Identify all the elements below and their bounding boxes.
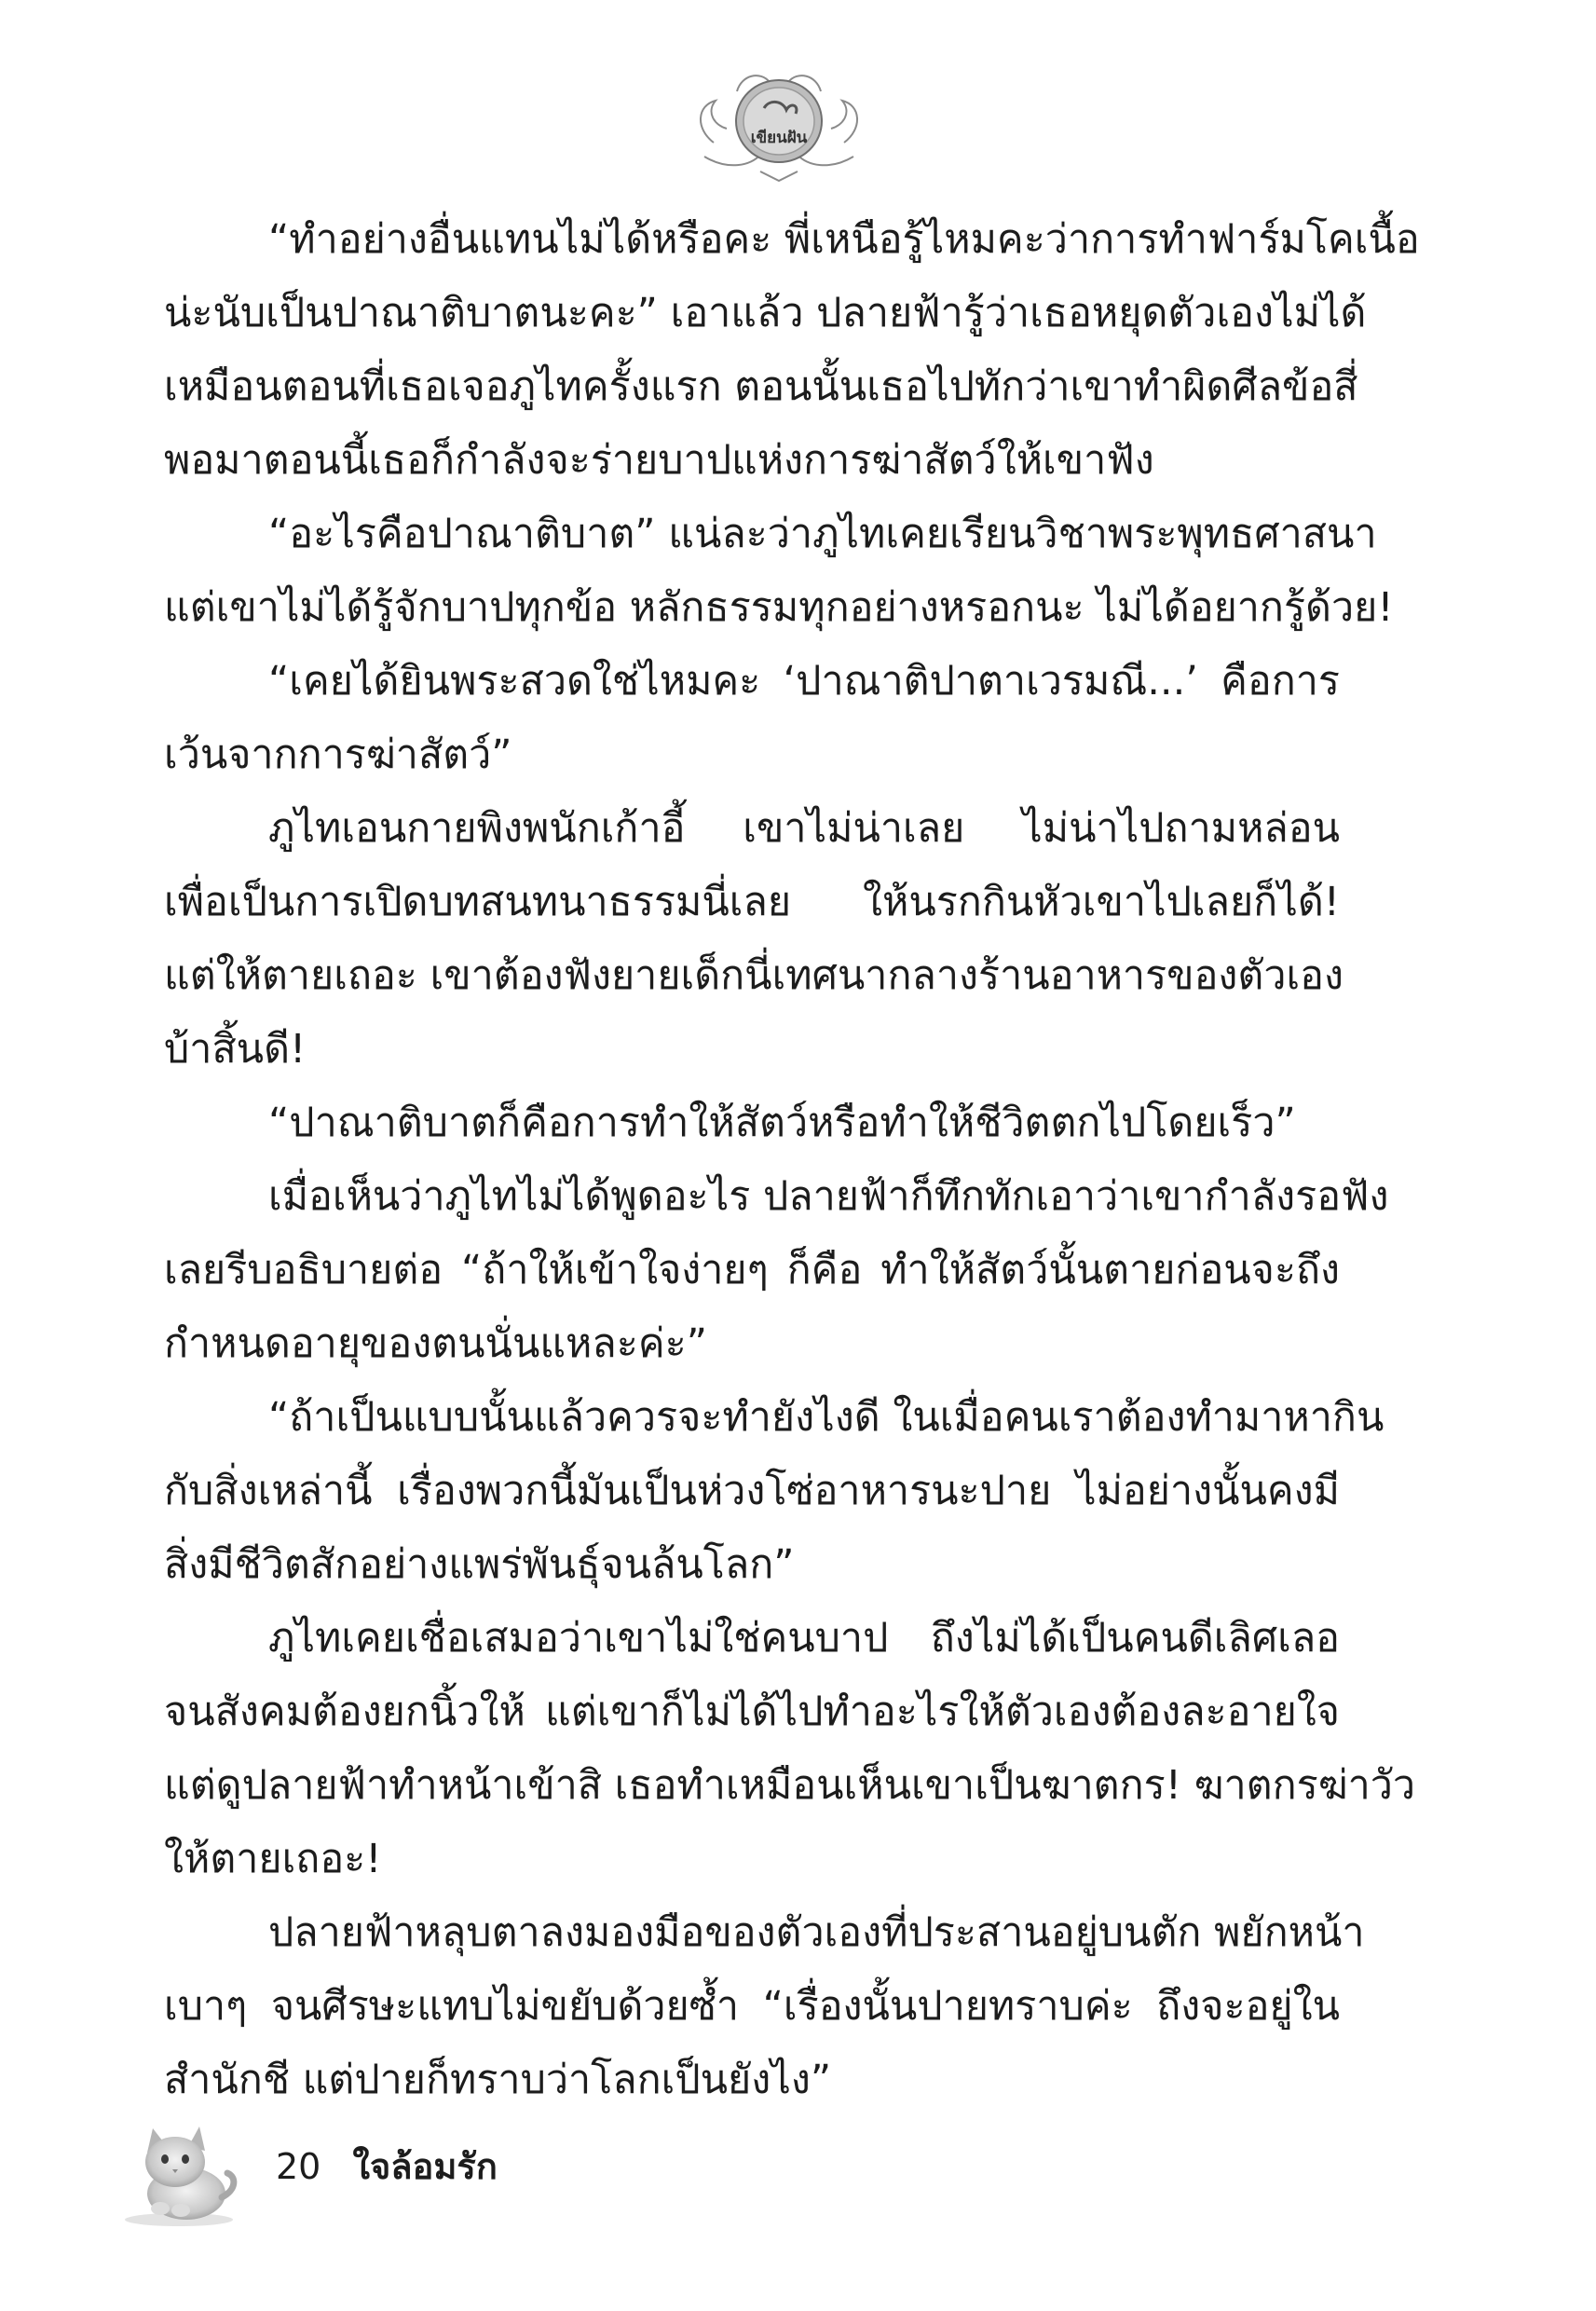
text-line: “ทำอย่างอื่นแทนไม่ได้หรือคะ พี่เหนือรู้ไหมคะว่าการทำฟาร์มโคเนื้อ	[268, 216, 1420, 263]
publisher-emblem-icon	[686, 54, 872, 185]
text-line: กับสิ่งเหล่านี้ เรื่องพวกนี้มันเป็นห่วงโซ่อาหารนะปาย ไม่อย่างนั้นคงมี	[164, 1468, 1340, 1514]
body-text	[164, 203, 1420, 2117]
text-line: “อะไรคือปาณาติบาต” แน่ละว่าภูไทเคยเรียนวิชาพระพุทธศาสนา	[268, 511, 1377, 557]
text-line: เว้นจากการฆ่าสัตว์”	[164, 732, 512, 778]
text-line: กำหนดอายุของตนนั่นแหละค่ะ”	[164, 1320, 707, 1367]
page-footer	[276, 2139, 498, 2195]
text-line: “ถ้าเป็นแบบนั้นแล้วควรจะทำยังไงดี ในเมื่อคนเราต้องทำมาหากิน	[268, 1394, 1385, 1441]
text-line: น่ะนับเป็นปาณาติบาตนะคะ” เอาแล้ว ปลายฟ้ารู้ว่าเธอหยุดตัวเองไม่ได้	[164, 290, 1367, 336]
text-line: ภูไทเอนกายพิงพนักเก้าอี้ เขาไม่น่าเลย ไม่น่าไปถามหล่อน	[268, 805, 1340, 852]
page-number: 20	[276, 2146, 321, 2187]
text-line: จนสังคมต้องยกนิ้วให้ แต่เขาก็ไม่ได้ไปทำอะไรให้ตัวเองต้องละอายใจ	[164, 1689, 1340, 1735]
text-line: บ้าสิ้นดี!	[164, 1026, 307, 1073]
text-line: “ปาณาติบาตก็คือการทำให้สัตว์หรือทำให้ชีวิตตกไปโดยเร็ว”	[268, 1100, 1296, 1146]
text-line: ปลายฟ้าหลุบตาลงมองมือของตัวเองที่ประสานอยู่บนตัก พยักหน้า	[268, 1909, 1365, 1956]
text-line: สำนักชี แต่ปายก็ทราบว่าโลกเป็นยังไง”	[164, 2057, 832, 2103]
text-line: แต่เขาไม่ได้รู้จักบาปทุกข้อ หลักธรรมทุกอย่างหรอกนะ ไม่ได้อยากรู้ด้วย!	[164, 584, 1394, 631]
text-line: “เคยได้ยินพระสวดใช่ไหมคะ ‘ปาณาติปาตาเวรมณี...’ คือการ	[268, 658, 1340, 704]
kitten-icon	[121, 2115, 242, 2227]
text-line: เพื่อเป็นการเปิดบทสนทนาธรรมนี่เลย ให้นรกกินหัวเขาไปเลยก็ได้!	[164, 879, 1340, 925]
emblem-label: เขียนฝัน	[750, 129, 808, 147]
book-title: ใจล้อมรัก	[352, 2146, 498, 2187]
text-line: เมื่อเห็นว่าภูไทไม่ได้พูดอะไร ปลายฟ้าก็ทึกทักเอาว่าเขากำลังรอฟัง	[268, 1173, 1389, 1220]
text-line: ภูไทเคยเชื่อเสมอว่าเขาไม่ใช่คนบาป ถึงไม่ได้เป็นคนดีเลิศเลอ	[268, 1615, 1340, 1661]
text-line: พอมาตอนนี้เธอก็กำลังจะร่ายบาปแห่งการฆ่าสัตว์ให้เขาฟัง	[164, 437, 1154, 484]
text-line: เหมือนตอนที่เธอเจอภูไทครั้งแรก ตอนนั้นเธอไปทักว่าเขาทำผิดศีลข้อสี่	[164, 363, 1358, 410]
text-line: สิ่งมีชีวิตสักอย่างแพร่พันธุ์จนล้นโลก”	[164, 1541, 795, 1588]
text-line: แต่ให้ตายเถอะ เขาต้องฟังยายเด็กนี่เทศนากลางร้านอาหารของตัวเอง	[164, 952, 1344, 999]
text-line: ให้ตายเถอะ!	[164, 1836, 382, 1882]
text-line: แต่ดูปลายฟ้าทำหน้าเข้าสิ เธอทำเหมือนเห็นเขาเป็นฆาตกร! ฆาตกรฆ่าวัว	[164, 1762, 1416, 1809]
text-line: เลยรีบอธิบายต่อ “ถ้าให้เข้าใจง่ายๆ ก็คือ ทำให้สัตว์นั้นตายก่อนจะถึง	[164, 1247, 1340, 1293]
text-line: เบาๆ จนศีรษะแทบไม่ขยับด้วยซ้ำ “เรื่องนั้นปายทราบค่ะ ถึงจะอยู่ใน	[164, 1983, 1340, 2030]
